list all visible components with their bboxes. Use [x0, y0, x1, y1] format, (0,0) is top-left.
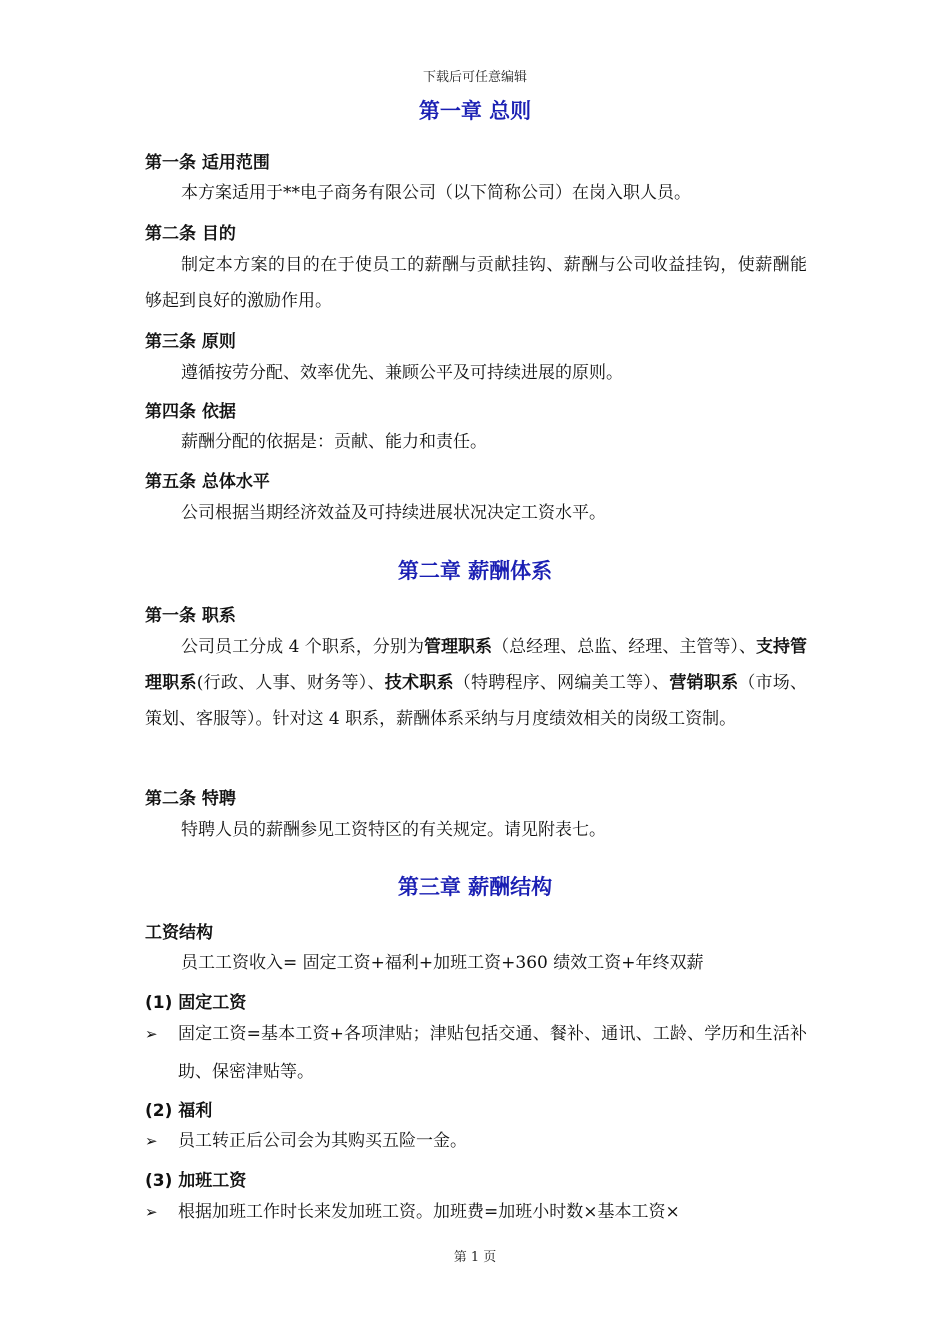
ch1-article-3-title: 第三条 原则	[145, 332, 236, 352]
header-note: 下载后可任意编辑	[422, 70, 527, 85]
ch3-item-3-title: (3) 加班工资	[145, 1171, 247, 1191]
arrow-bullet-icon: ➢	[145, 1132, 158, 1150]
arrow-bullet-icon: ➢	[145, 1203, 158, 1221]
ch1-article-4-title: 第四条 依据	[145, 402, 236, 422]
ch3-item-2-title: (2) 福利	[145, 1101, 213, 1121]
arrow-bullet-icon: ➢	[145, 1025, 158, 1043]
ch1-article-5-title: 第五条 总体水平	[145, 472, 270, 492]
ch2-article-1-text-part: （特聘程序、网编美工等）、	[453, 673, 670, 693]
ch2-article-1-text	[145, 629, 807, 737]
ch2-article-1-title: 第一条 职系	[145, 606, 236, 626]
chapter-1-title: 第一章 总则	[418, 99, 532, 123]
ch1-article-3-text: 遵循按劳分配、效率优先、兼顾公平及可持续进展的原则。	[181, 363, 623, 383]
ch2-article-2-text: 特聘人员的薪酬参见工资特区的有关规定。请见附表七。	[181, 820, 606, 840]
ch2-article-1-text-part: (行政、人事、财务等）、	[196, 673, 385, 693]
ch3-item-3-bullet	[145, 1193, 807, 1231]
ch3-item-1-bullet-text: 固定工资=基本工资+各项津贴；津贴包括交通、餐补、通讯、工龄、学历和生活补助、保密津贴等。	[178, 1024, 807, 1082]
ch1-article-1-title: 第一条 适用范围	[145, 153, 270, 173]
ch2-article-1-text-part: （市场、策划、客服等）。针对这 4 职系，薪酬体系采纳与月度绩效相关的岗级工资制。	[145, 673, 808, 729]
ch3-item-3-bullet-text: 根据加班工作时长来发加班工资。加班费=加班小时数×基本工资×	[178, 1202, 680, 1222]
ch2-article-1-text-part: 公司员工分成 4 个职系，分别为	[181, 637, 424, 657]
chapter-3-title: 第三章 薪酬结构	[397, 875, 553, 899]
chapter-2-title: 第二章 薪酬体系	[397, 559, 553, 583]
ch2-job-family-support: 支持管理职系	[145, 637, 808, 693]
ch3-item-2-bullet-text: 员工转正后公司会为其购买五险一金。	[178, 1131, 467, 1151]
ch1-article-4-text: 薪酬分配的依据是：贡献、能力和责任。	[181, 432, 487, 452]
ch3-section-text: 员工工资收入= 固定工资+福利+加班工资+360 绩效工资+年终双薪	[181, 953, 704, 973]
ch3-item-1-title: (1) 固定工资	[145, 993, 247, 1013]
ch3-item-2-bullet	[145, 1122, 807, 1160]
ch2-article-2-title: 第二条 特聘	[145, 789, 236, 809]
ch3-section-title: 工资结构	[145, 923, 213, 943]
ch3-item-1-bullet	[145, 1015, 807, 1091]
ch1-article-1-text: 本方案适用于**电子商务有限公司（以下简称公司）在岗入职人员。	[181, 183, 691, 203]
ch1-article-2-text: 制定本方案的目的在于使员工的薪酬与贡献挂钩、薪酬与公司收益挂钩，使薪酬能够起到良好的激励作用。	[145, 255, 807, 311]
ch1-article-2-title: 第二条 目的	[145, 224, 236, 244]
ch1-article-5-text: 公司根据当期经济效益及可持续进展状况决定工资水平。	[181, 503, 606, 523]
page-number-footer: 第 1 页	[453, 1250, 497, 1265]
ch2-job-family-technical: 技术职系	[384, 673, 454, 693]
ch2-job-family-management: 管理职系	[423, 637, 493, 657]
ch2-job-family-marketing: 营销职系	[669, 673, 739, 693]
ch2-article-1-text-part: （总经理、总监、经理、主管等）、	[492, 637, 756, 657]
